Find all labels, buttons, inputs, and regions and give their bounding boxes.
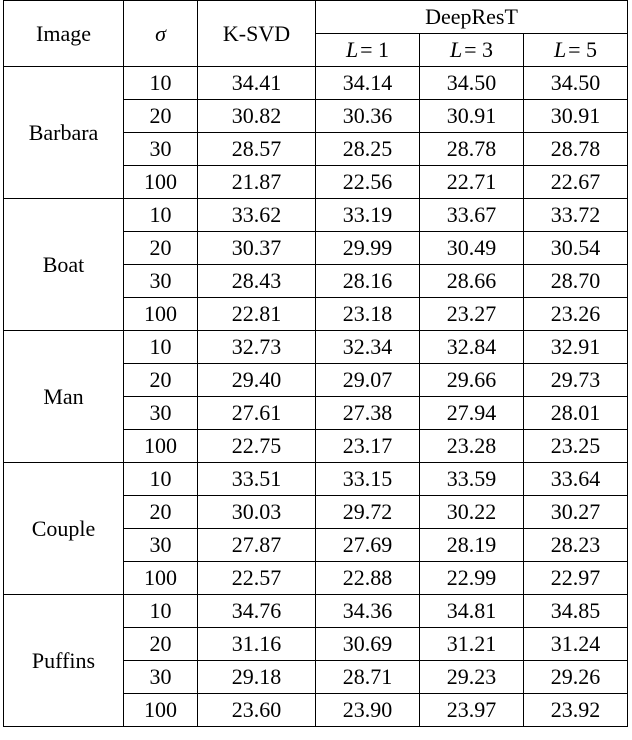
sigma-cell: 30	[124, 265, 198, 298]
deeprest-l5-cell: 23.26	[524, 298, 628, 331]
deeprest-l1-cell: 30.69	[316, 628, 420, 661]
sigma-cell: 20	[124, 628, 198, 661]
ksvd-cell: 30.82	[198, 100, 316, 133]
deeprest-l3-cell: 23.28	[420, 430, 524, 463]
deeprest-l3-cell: 28.66	[420, 265, 524, 298]
deeprest-l5-cell: 30.91	[524, 100, 628, 133]
deeprest-l1-cell: 23.18	[316, 298, 420, 331]
deeprest-l3-cell: 31.21	[420, 628, 524, 661]
deeprest-l3-cell: 34.81	[420, 595, 524, 628]
results-table	[3, 0, 628, 727]
header-image: Image	[4, 1, 124, 67]
deeprest-l1-cell: 27.38	[316, 397, 420, 430]
header-l1	[316, 34, 420, 67]
deeprest-l3-cell: 28.78	[420, 133, 524, 166]
ksvd-cell: 29.40	[198, 364, 316, 397]
ksvd-cell: 22.81	[198, 298, 316, 331]
sigma-cell: 20	[124, 100, 198, 133]
deeprest-l3-cell: 30.22	[420, 496, 524, 529]
deeprest-l1-cell: 34.36	[316, 595, 420, 628]
deeprest-l3-cell: 30.91	[420, 100, 524, 133]
image-name-cell: Puffins	[4, 595, 124, 727]
deeprest-l1-cell: 30.36	[316, 100, 420, 133]
deeprest-l3-cell: 22.71	[420, 166, 524, 199]
ksvd-cell: 27.61	[198, 397, 316, 430]
header-sigma: σ	[124, 1, 198, 67]
sigma-cell: 30	[124, 529, 198, 562]
sigma-cell: 20	[124, 364, 198, 397]
header-ksvd: K-SVD	[198, 1, 316, 67]
ksvd-cell: 27.87	[198, 529, 316, 562]
header-deeprest: DeepResT	[316, 1, 628, 34]
sigma-cell: 100	[124, 166, 198, 199]
ksvd-cell: 23.60	[198, 694, 316, 727]
header-l5-var: L	[554, 37, 567, 62]
sigma-cell: 10	[124, 463, 198, 496]
sigma-cell: 100	[124, 298, 198, 331]
ksvd-cell: 33.51	[198, 463, 316, 496]
deeprest-l5-cell: 28.78	[524, 133, 628, 166]
results-table-container	[3, 0, 628, 727]
image-name-cell: Couple	[4, 463, 124, 595]
image-name-cell: Barbara	[4, 67, 124, 199]
deeprest-l5-cell: 31.24	[524, 628, 628, 661]
table-header	[4, 1, 628, 67]
sigma-cell: 100	[124, 694, 198, 727]
header-l3	[420, 34, 524, 67]
deeprest-l3-cell: 33.67	[420, 199, 524, 232]
header-l3-var: L	[449, 37, 463, 62]
deeprest-l1-cell: 29.99	[316, 232, 420, 265]
deeprest-l1-cell: 32.34	[316, 331, 420, 364]
ksvd-cell: 29.18	[198, 661, 316, 694]
ksvd-cell: 22.57	[198, 562, 316, 595]
table-row	[4, 199, 628, 232]
table-row	[4, 463, 628, 496]
ksvd-cell: 33.62	[198, 199, 316, 232]
deeprest-l3-cell: 28.19	[420, 529, 524, 562]
deeprest-l1-cell: 23.90	[316, 694, 420, 727]
table-body	[4, 67, 628, 727]
sigma-cell: 30	[124, 661, 198, 694]
header-l5-val: = 5	[568, 37, 598, 62]
sigma-cell: 100	[124, 430, 198, 463]
deeprest-l1-cell: 34.14	[316, 67, 420, 100]
table-row	[4, 331, 628, 364]
deeprest-l3-cell: 29.66	[420, 364, 524, 397]
deeprest-l5-cell: 29.26	[524, 661, 628, 694]
sigma-cell: 30	[124, 133, 198, 166]
deeprest-l5-cell: 23.25	[524, 430, 628, 463]
deeprest-l3-cell: 27.94	[420, 397, 524, 430]
deeprest-l5-cell: 23.92	[524, 694, 628, 727]
deeprest-l5-cell: 30.27	[524, 496, 628, 529]
ksvd-cell: 28.57	[198, 133, 316, 166]
ksvd-cell: 32.73	[198, 331, 316, 364]
sigma-cell: 20	[124, 232, 198, 265]
image-name-cell: Man	[4, 331, 124, 463]
ksvd-cell: 30.37	[198, 232, 316, 265]
sigma-cell: 100	[124, 562, 198, 595]
ksvd-cell: 31.16	[198, 628, 316, 661]
deeprest-l1-cell: 28.71	[316, 661, 420, 694]
sigma-cell: 10	[124, 199, 198, 232]
deeprest-l1-cell: 23.17	[316, 430, 420, 463]
deeprest-l5-cell: 28.01	[524, 397, 628, 430]
header-l1-val: = 1	[360, 37, 389, 62]
header-l1-var: L	[345, 37, 359, 62]
table-row	[4, 67, 628, 100]
header-l5	[524, 34, 628, 67]
deeprest-l3-cell: 33.59	[420, 463, 524, 496]
ksvd-cell: 34.41	[198, 67, 316, 100]
deeprest-l1-cell: 22.88	[316, 562, 420, 595]
deeprest-l3-cell: 34.50	[420, 67, 524, 100]
deeprest-l1-cell: 29.72	[316, 496, 420, 529]
deeprest-l3-cell: 29.23	[420, 661, 524, 694]
deeprest-l3-cell: 32.84	[420, 331, 524, 364]
deeprest-l3-cell: 23.27	[420, 298, 524, 331]
deeprest-l5-cell: 30.54	[524, 232, 628, 265]
deeprest-l5-cell: 22.67	[524, 166, 628, 199]
deeprest-l1-cell: 33.19	[316, 199, 420, 232]
deeprest-l1-cell: 28.25	[316, 133, 420, 166]
sigma-cell: 10	[124, 67, 198, 100]
ksvd-cell: 34.76	[198, 595, 316, 628]
deeprest-l5-cell: 29.73	[524, 364, 628, 397]
deeprest-l5-cell: 34.85	[524, 595, 628, 628]
deeprest-l5-cell: 28.70	[524, 265, 628, 298]
deeprest-l5-cell: 33.72	[524, 199, 628, 232]
deeprest-l5-cell: 33.64	[524, 463, 628, 496]
sigma-cell: 30	[124, 397, 198, 430]
deeprest-l5-cell: 22.97	[524, 562, 628, 595]
deeprest-l1-cell: 22.56	[316, 166, 420, 199]
table-row	[4, 595, 628, 628]
ksvd-cell: 22.75	[198, 430, 316, 463]
deeprest-l5-cell: 34.50	[524, 67, 628, 100]
deeprest-l1-cell: 28.16	[316, 265, 420, 298]
deeprest-l5-cell: 32.91	[524, 331, 628, 364]
deeprest-l1-cell: 33.15	[316, 463, 420, 496]
ksvd-cell: 28.43	[198, 265, 316, 298]
ksvd-cell: 21.87	[198, 166, 316, 199]
image-name-cell: Boat	[4, 199, 124, 331]
deeprest-l3-cell: 22.99	[420, 562, 524, 595]
ksvd-cell: 30.03	[198, 496, 316, 529]
deeprest-l1-cell: 29.07	[316, 364, 420, 397]
header-l3-val: = 3	[464, 37, 493, 62]
sigma-cell: 20	[124, 496, 198, 529]
deeprest-l1-cell: 27.69	[316, 529, 420, 562]
sigma-cell: 10	[124, 331, 198, 364]
header-row-1	[4, 1, 628, 34]
sigma-cell: 10	[124, 595, 198, 628]
deeprest-l3-cell: 30.49	[420, 232, 524, 265]
deeprest-l5-cell: 28.23	[524, 529, 628, 562]
deeprest-l3-cell: 23.97	[420, 694, 524, 727]
